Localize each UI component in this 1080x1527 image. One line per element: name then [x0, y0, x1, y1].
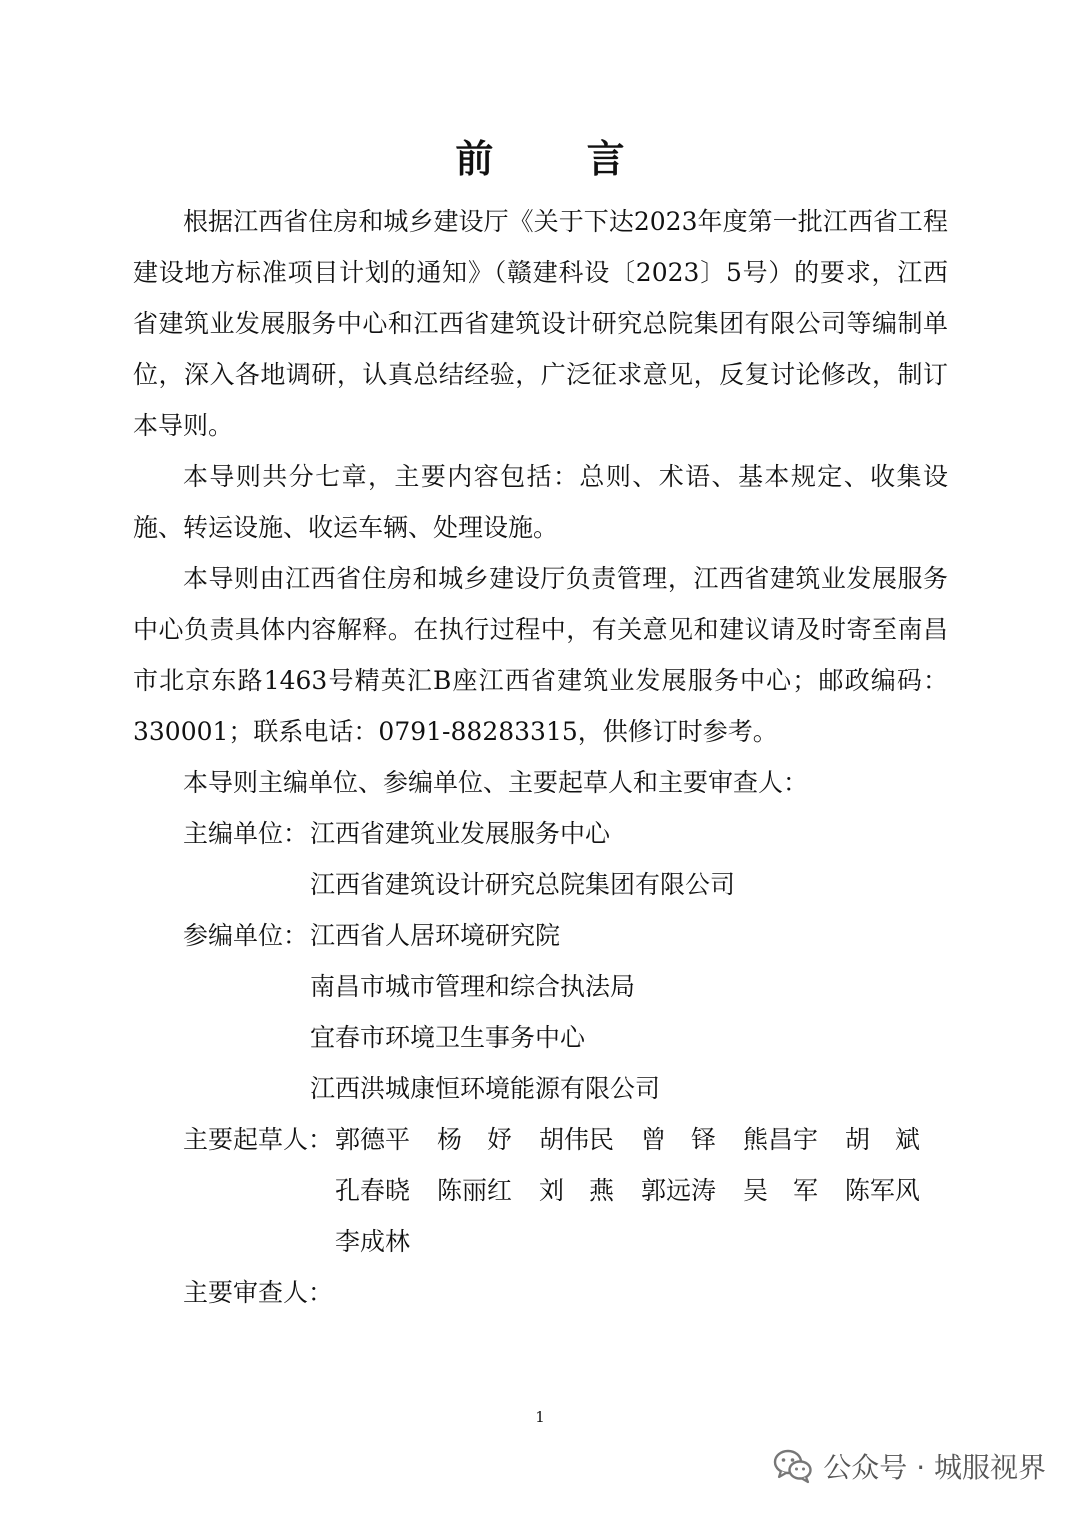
drafter-name: 胡 斌: [844, 1125, 920, 1154]
drafters-row: [335, 1114, 920, 1165]
participating-units-label: 参编单位：: [183, 921, 309, 950]
drafter-name: 熊昌宇: [742, 1125, 818, 1154]
drafters-label: 主要起草人：: [183, 1125, 334, 1154]
participating-unit-item: 江西洪城康恒环境能源有限公司: [310, 1074, 661, 1103]
drafter-name: 吴 军: [742, 1176, 818, 1205]
chief-unit-item: 江西省建筑业发展服务中心: [310, 819, 611, 848]
drafter-name: 曾 铎: [640, 1125, 716, 1154]
drafter-name: 孔春晓: [335, 1176, 411, 1205]
participating-unit-item: 南昌市城市管理和综合执法局: [310, 972, 636, 1001]
page-number: 1: [535, 1408, 545, 1426]
paragraph-2: 本导则共分七章，主要内容包括：总则、术语、基本规定、收集设施、转运设施、收运车辆、处理设施。: [133, 462, 948, 542]
drafter-name: 杨 妤: [436, 1125, 512, 1154]
page-title: 前 言: [455, 136, 665, 181]
wechat-icon: [773, 1448, 813, 1484]
participants-intro: 本导则主编单位、参编单位、主要起草人和主要审查人：: [183, 768, 809, 797]
drafters-row: [335, 1165, 920, 1216]
watermark-text: 公众号 · 城服视界: [823, 1451, 1046, 1484]
drafter-name: 李成林: [335, 1227, 411, 1256]
drafter-name: 郭远涛: [640, 1176, 716, 1205]
paragraph-3: 本导则由江西省住房和城乡建设厅负责管理，江西省建筑业发展服务中心负责具体内容解释。在执行过程中，有关意见和建议请及时寄至南昌市北京东路1463号精英汇B座江西省建筑业发展服务中心；邮政编码：330001；联系电话：0791-88283315，供修订时参考。: [133, 564, 948, 746]
participating-unit-item: 江西省人居环境研究院: [310, 921, 561, 950]
drafter-name: 陈军风: [844, 1176, 920, 1205]
wechat-watermark: [773, 1442, 1046, 1490]
drafter-name: 郭德平: [335, 1125, 411, 1154]
drafter-name: 陈丽红: [436, 1176, 512, 1205]
drafter-name: 胡伟民: [538, 1125, 614, 1154]
reviewers-label: 主要审查人：: [183, 1278, 334, 1307]
chief-units-label: 主编单位：: [183, 819, 309, 848]
drafter-name: 刘 燕: [538, 1176, 614, 1205]
paragraph-1: 根据江西省住房和城乡建设厅《关于下达2023年度第一批江西省工程建设地方标准项目计划的通知》（赣建科设〔2023〕5号）的要求，江西省建筑业发展服务中心和江西省建筑设计研究总院集团有限公司等编制单位，深入各地调研，认真总结经验，广泛征求意见，反复讨论修改，制订本导则。: [133, 207, 948, 440]
participating-unit-item: 宜春市环境卫生事务中心: [310, 1023, 586, 1052]
chief-unit-item: 江西省建筑设计研究总院集团有限公司: [310, 870, 736, 899]
